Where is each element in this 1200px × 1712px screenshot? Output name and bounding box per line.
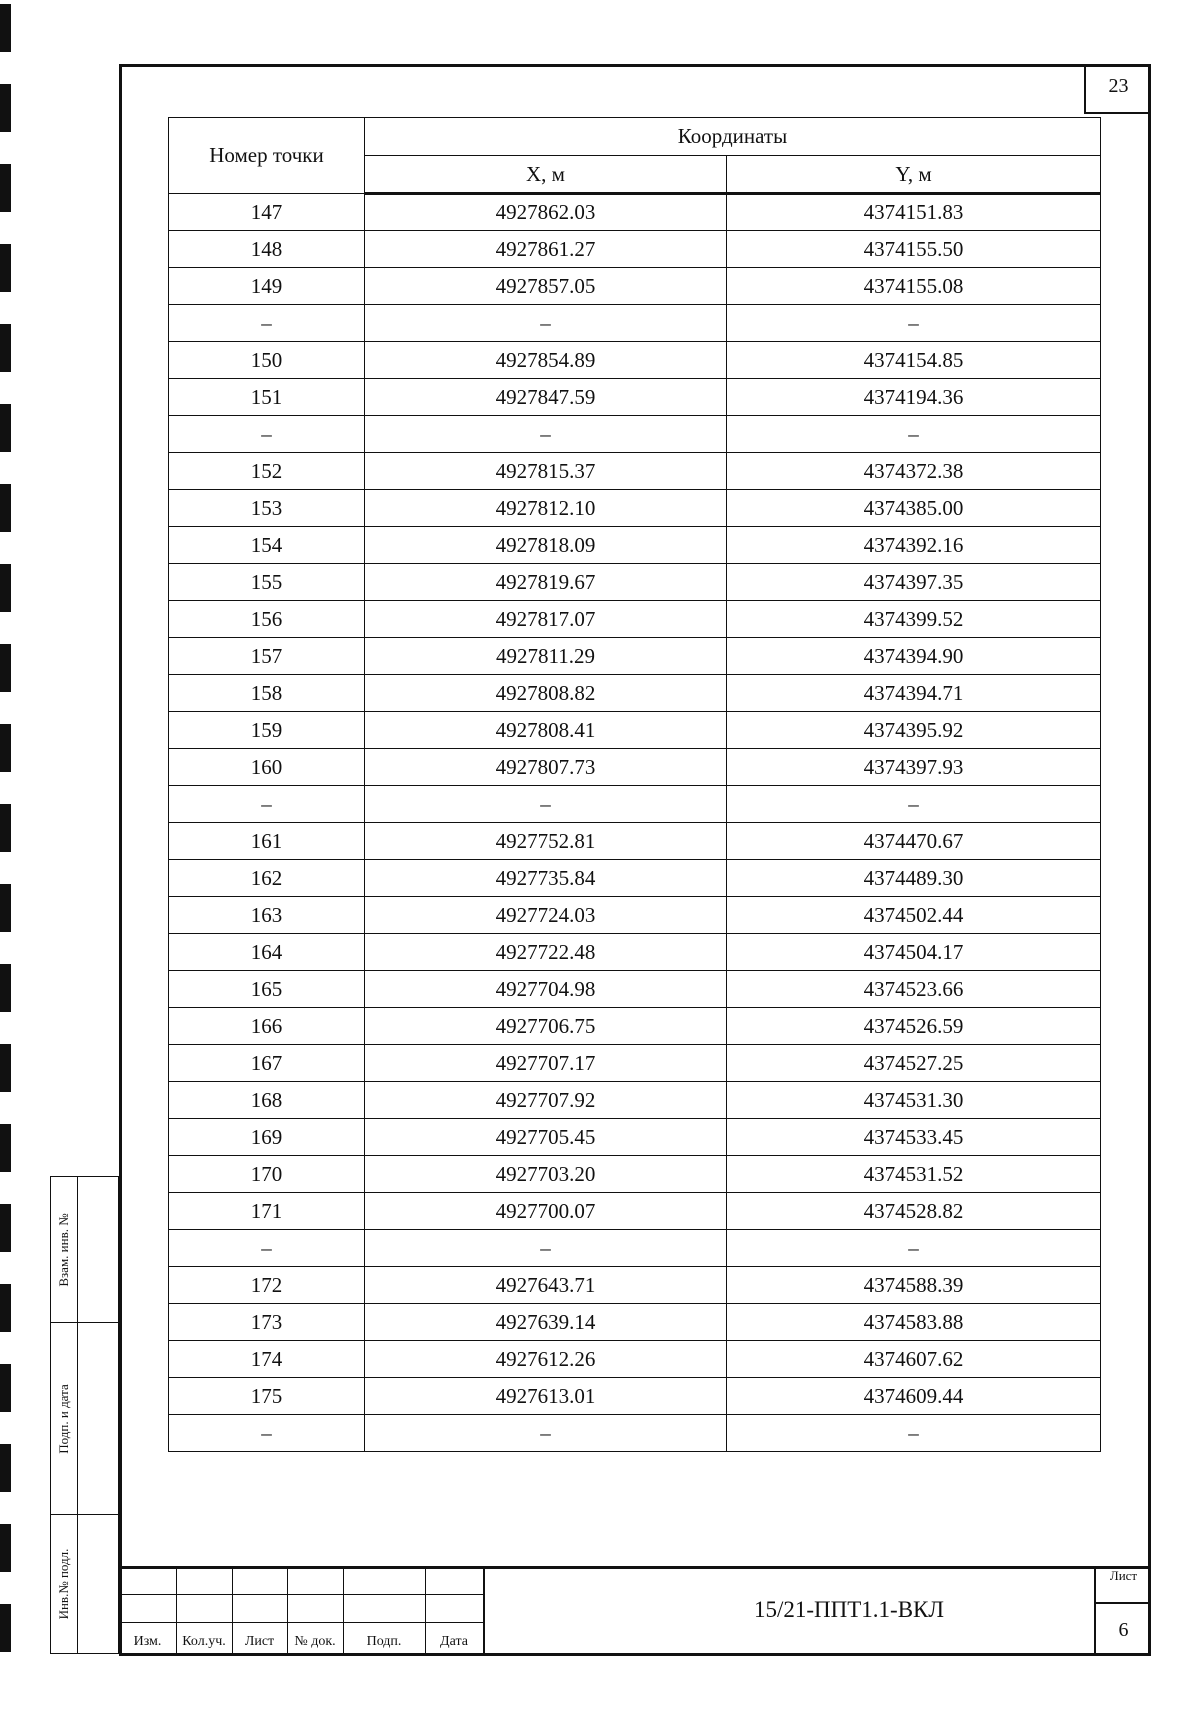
table-row [169,786,1101,823]
x-cell: 4927613.01 [365,1378,727,1415]
hdr-kol-uch: Кол.уч. [182,1634,226,1649]
point-cell: 175 [169,1378,365,1415]
table-row [169,1082,1101,1119]
y-cell: 4374397.35 [727,564,1101,601]
point-cell: 153 [169,490,365,527]
inv-label: Инв.№ подл. [56,1548,71,1620]
x-cell: 4927752.81 [365,823,727,860]
binder-mark [0,244,11,292]
page-number: 23 [1084,64,1151,114]
binder-mark [0,1524,11,1572]
table-row [169,453,1101,490]
point-cell: 171 [169,1193,365,1230]
binder-mark [0,484,11,532]
sheet-label: Лист [1109,1568,1138,1583]
x-cell: 4927808.82 [365,675,727,712]
binder-mark [0,1044,11,1092]
hdr-list: Лист [244,1634,275,1649]
header-point-number: Номер точки [169,118,365,194]
hdr-podp: Подп. [366,1634,402,1649]
point-cell: 151 [169,379,365,416]
point-cell: 173 [169,1304,365,1341]
table-row [169,490,1101,527]
table-row [169,601,1101,638]
point-cell: 150 [169,342,365,379]
x-cell: 4927707.92 [365,1082,727,1119]
y-cell: 4374394.90 [727,638,1101,675]
table-row [169,416,1101,453]
point-cell: 163 [169,897,365,934]
binder-mark [0,724,11,772]
y-cell: – [727,786,1101,823]
point-cell: 162 [169,860,365,897]
point-cell: 160 [169,749,365,786]
y-cell: – [727,1230,1101,1267]
hdr-data: Дата [440,1634,468,1649]
x-cell: 4927818.09 [365,527,727,564]
table-row [169,823,1101,860]
point-cell: 170 [169,1156,365,1193]
x-cell: 4927815.37 [365,453,727,490]
title-block [119,1566,1151,1656]
y-cell: 4374470.67 [727,823,1101,860]
vzam-label: Взам. инв. № [56,1212,71,1287]
y-cell: 4374155.50 [727,231,1101,268]
table-row [169,231,1101,268]
x-cell: 4927705.45 [365,1119,727,1156]
header-coordinates: Координаты [365,118,1101,156]
table-row [169,268,1101,305]
header-x: X, м [365,156,727,194]
vzam-cell [50,1176,119,1323]
header-y: Y, м [727,156,1101,194]
binder-mark [0,1364,11,1412]
table-row [169,675,1101,712]
point-cell: 169 [169,1119,365,1156]
x-cell: 4927612.26 [365,1341,727,1378]
x-cell: 4927703.20 [365,1156,727,1193]
y-cell: 4374194.36 [727,379,1101,416]
table-row [169,749,1101,786]
x-cell: 4927706.75 [365,1008,727,1045]
y-cell: 4374531.52 [727,1156,1101,1193]
binder-mark [0,884,11,932]
y-cell: 4374607.62 [727,1341,1101,1378]
binder-mark [0,84,11,132]
x-cell: 4927735.84 [365,860,727,897]
sheet-number: 6 [1096,1602,1151,1656]
point-cell: 159 [169,712,365,749]
x-cell: 4927704.98 [365,971,727,1008]
table-row [169,971,1101,1008]
coordinates-table [168,117,1101,1452]
x-cell: – [365,305,727,342]
point-cell: 154 [169,527,365,564]
y-cell: 4374154.85 [727,342,1101,379]
table-row [169,1304,1101,1341]
point-cell: – [169,1230,365,1267]
point-cell: 161 [169,823,365,860]
binder-mark [0,4,11,52]
x-cell: 4927807.73 [365,749,727,786]
x-cell: 4927722.48 [365,934,727,971]
x-cell: 4927700.07 [365,1193,727,1230]
point-cell: 152 [169,453,365,490]
table-row [169,1341,1101,1378]
x-cell: 4927857.05 [365,268,727,305]
table-row [169,897,1101,934]
binder-mark [0,804,11,852]
table-row [169,712,1101,749]
y-cell: 4374504.17 [727,934,1101,971]
table-row [169,934,1101,971]
y-cell: 4374528.82 [727,1193,1101,1230]
binder-mark [0,1124,11,1172]
point-cell: 164 [169,934,365,971]
table-row [169,1045,1101,1082]
hdr-izm: Изм. [133,1634,162,1649]
y-cell: 4374526.59 [727,1008,1101,1045]
x-cell: 4927724.03 [365,897,727,934]
table-row [169,342,1101,379]
point-cell: 167 [169,1045,365,1082]
y-cell: 4374151.83 [727,194,1101,231]
point-cell: – [169,416,365,453]
y-cell: 4374372.38 [727,453,1101,490]
binder-mark [0,404,11,452]
side-stamp [50,1176,119,1654]
y-cell: 4374489.30 [727,860,1101,897]
y-cell: 4374155.08 [727,268,1101,305]
table-row [169,1193,1101,1230]
table-row [169,1415,1101,1452]
point-cell: 156 [169,601,365,638]
x-cell: – [365,1415,727,1452]
x-cell: 4927639.14 [365,1304,727,1341]
sheet-box [1094,1566,1151,1656]
y-cell: – [727,416,1101,453]
y-cell: 4374531.30 [727,1082,1101,1119]
point-cell: 158 [169,675,365,712]
x-cell: 4927643.71 [365,1267,727,1304]
table-row [169,194,1101,231]
x-cell: 4927847.59 [365,379,727,416]
x-cell: 4927817.07 [365,601,727,638]
binder-mark [0,964,11,1012]
y-cell: 4374533.45 [727,1119,1101,1156]
table-row [169,1378,1101,1415]
point-cell: 149 [169,268,365,305]
y-cell: 4374392.16 [727,527,1101,564]
x-cell: 4927812.10 [365,490,727,527]
table-row [169,638,1101,675]
binder-mark [0,1204,11,1252]
point-cell: 168 [169,1082,365,1119]
table-row [169,1230,1101,1267]
table-row [169,305,1101,342]
point-cell: 166 [169,1008,365,1045]
x-cell: – [365,416,727,453]
podp-cell [50,1322,119,1515]
table-row [169,527,1101,564]
binder-mark [0,164,11,212]
table-row [169,564,1101,601]
point-cell: – [169,786,365,823]
y-cell: 4374502.44 [727,897,1101,934]
y-cell: – [727,305,1101,342]
binder-mark [0,1444,11,1492]
revision-grid [119,1566,483,1656]
binder-mark [0,1284,11,1332]
point-cell: – [169,305,365,342]
y-cell: – [727,1415,1101,1452]
table-row [169,860,1101,897]
table-row [169,379,1101,416]
x-cell: 4927862.03 [365,194,727,231]
x-cell: 4927819.67 [365,564,727,601]
y-cell: 4374523.66 [727,971,1101,1008]
point-cell: 165 [169,971,365,1008]
table-row [169,1156,1101,1193]
y-cell: 4374583.88 [727,1304,1101,1341]
point-cell: 157 [169,638,365,675]
y-cell: 4374609.44 [727,1378,1101,1415]
binder-mark [0,324,11,372]
x-cell: 4927707.17 [365,1045,727,1082]
point-cell: 172 [169,1267,365,1304]
y-cell: 4374588.39 [727,1267,1101,1304]
hdr-doc-no: № док. [294,1634,336,1649]
table-row [169,1267,1101,1304]
table-row [169,1119,1101,1156]
point-cell: 155 [169,564,365,601]
binder-mark [0,644,11,692]
binder-mark [0,564,11,612]
point-cell: 147 [169,194,365,231]
table-row [169,1008,1101,1045]
point-cell: 148 [169,231,365,268]
y-cell: 4374527.25 [727,1045,1101,1082]
x-cell: – [365,786,727,823]
table-body [169,194,1101,1452]
x-cell: 4927811.29 [365,638,727,675]
y-cell: 4374397.93 [727,749,1101,786]
y-cell: 4374395.92 [727,712,1101,749]
point-cell: – [169,1415,365,1452]
point-cell: 174 [169,1341,365,1378]
y-cell: 4374394.71 [727,675,1101,712]
x-cell: 4927808.41 [365,712,727,749]
y-cell: 4374399.52 [727,601,1101,638]
podp-label: Подп. и дата [56,1383,71,1454]
x-cell: 4927861.27 [365,231,727,268]
x-cell: 4927854.89 [365,342,727,379]
document-code: 15/21-ППТ1.1-ВКЛ [483,1566,1200,1656]
x-cell: – [365,1230,727,1267]
y-cell: 4374385.00 [727,490,1101,527]
binder-mark [0,1604,11,1652]
inv-cell [50,1514,119,1654]
